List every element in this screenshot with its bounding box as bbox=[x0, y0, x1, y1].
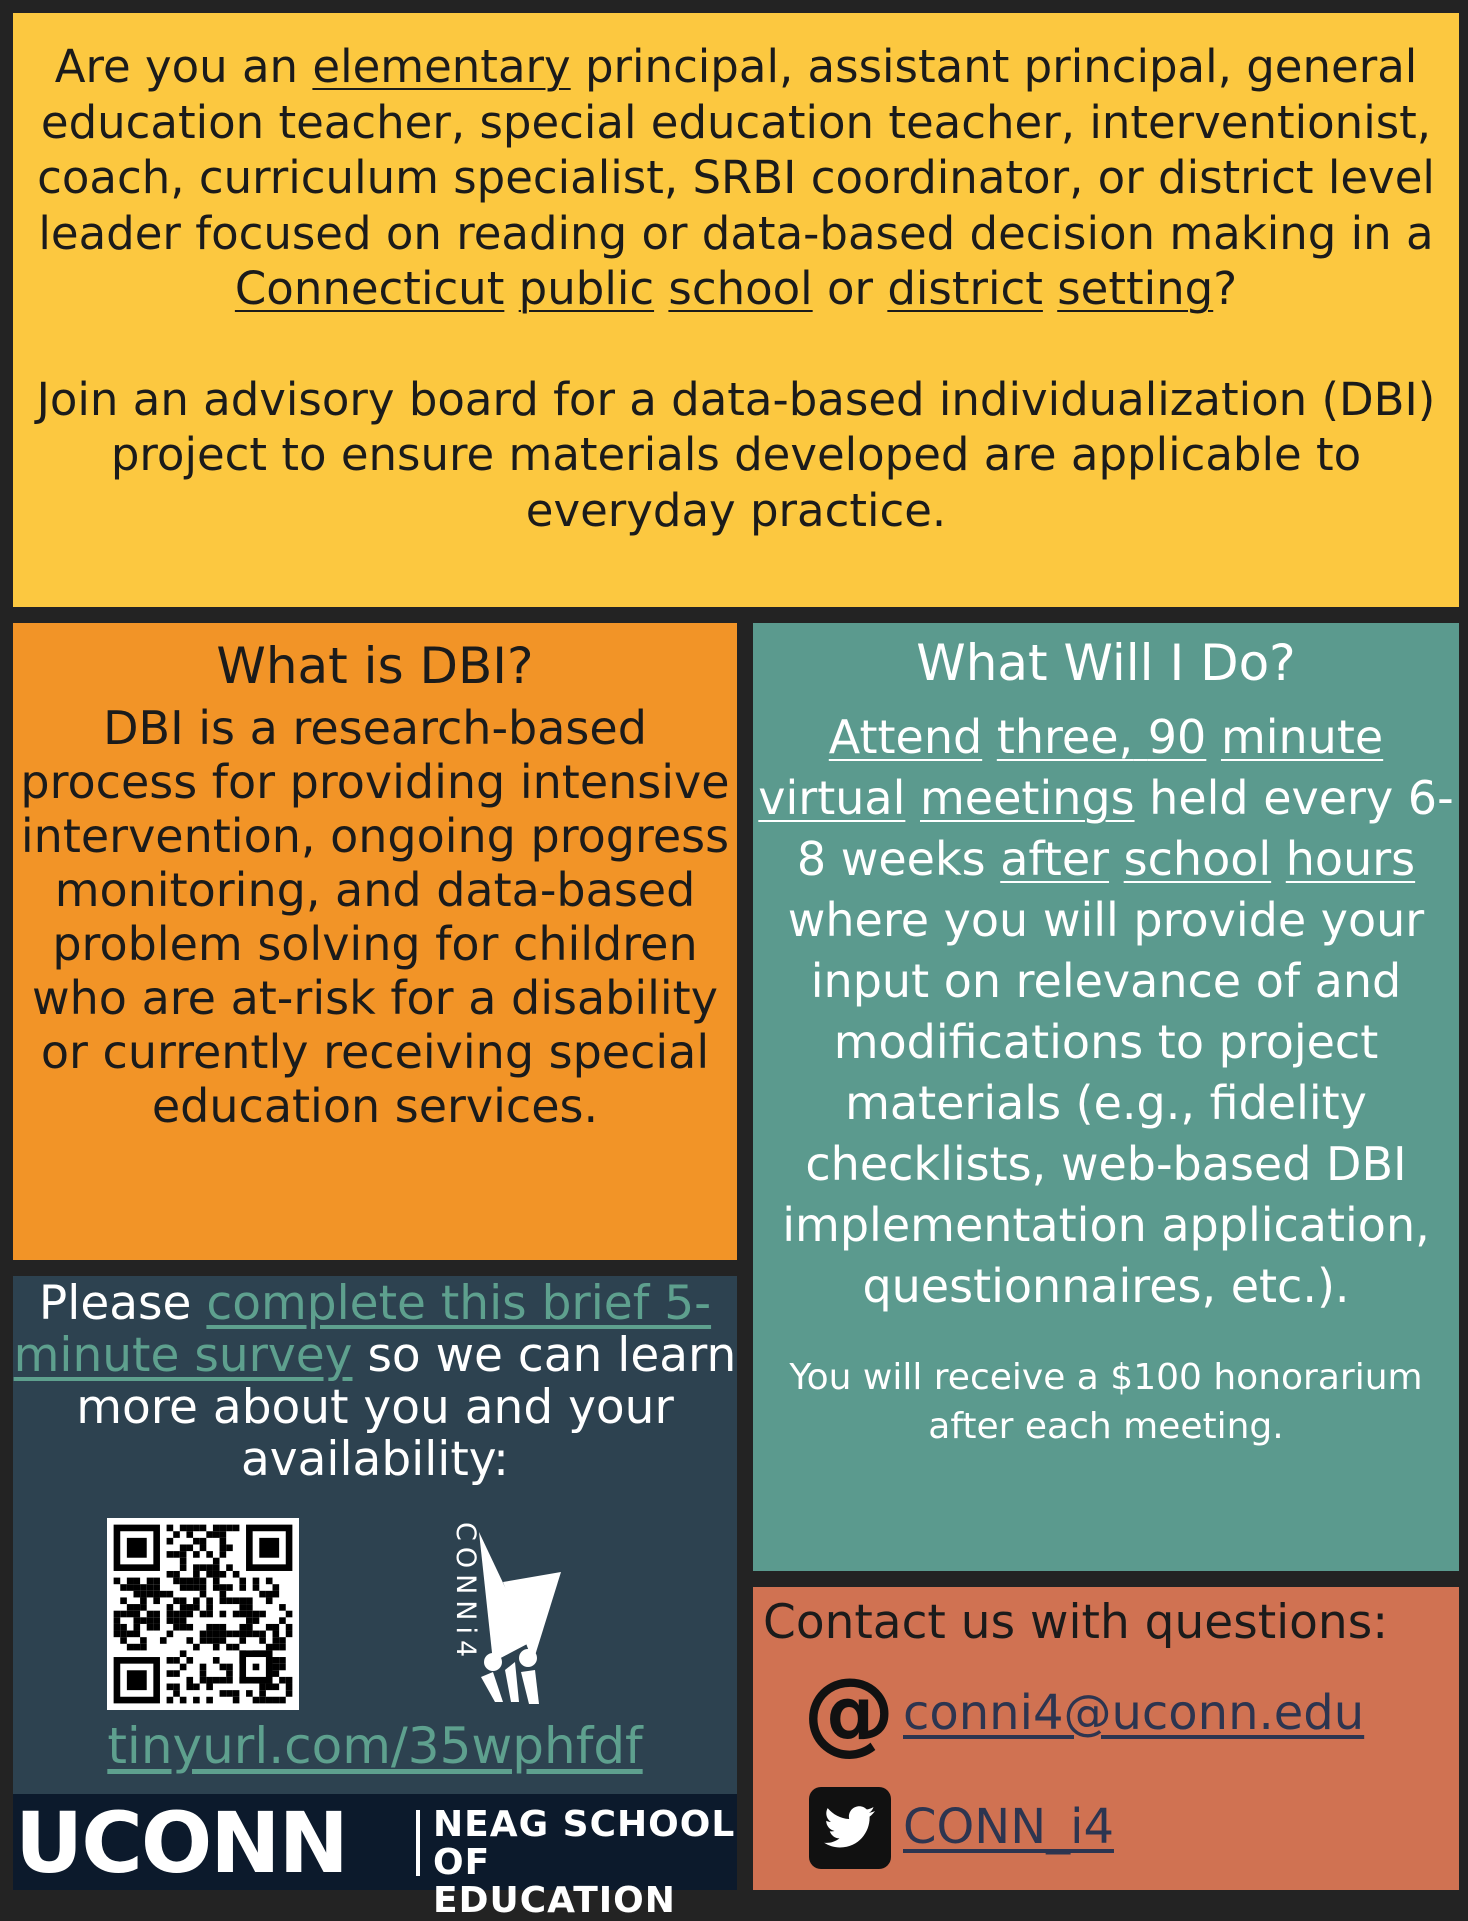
neag-school-text: NEAG SCHOOL OF EDUCATION bbox=[433, 1804, 736, 1921]
uconn-footer bbox=[13, 1794, 737, 1921]
conni4-logo bbox=[433, 1512, 583, 1712]
conni4-logo-text: CONNi4 bbox=[450, 1522, 481, 1664]
honorarium-text: You will receive a $100 honorarium after each meeting. bbox=[789, 1357, 1423, 1447]
contact-panel bbox=[753, 1587, 1459, 1890]
join-text: Join an advisory board for a data-based individualization (DBI) project to ensure materials developed are applicable to everyday practice. bbox=[36, 372, 1436, 537]
twitter-icon bbox=[809, 1787, 891, 1869]
at-sign-icon: @ bbox=[803, 1658, 895, 1765]
dbi-title: What is DBI? bbox=[216, 637, 534, 695]
do-title: What Will I Do? bbox=[916, 634, 1296, 692]
survey-panel bbox=[13, 1276, 737, 1794]
survey-text: Please complete this brief 5-minute survey so we can learn more about you and your availability: bbox=[13, 1276, 737, 1487]
what-will-i-do-panel bbox=[753, 623, 1459, 1571]
survey-link[interactable]: complete this brief 5-minute survey bbox=[13, 1276, 712, 1383]
divider bbox=[416, 1810, 420, 1876]
twitter-handle-link[interactable]: CONN_i4 bbox=[903, 1799, 1114, 1855]
intro-question: Are you an elementary principal, assistant principal, general education teacher, special education teacher, interventionist, coach, curriculum specialist, SRBI coordinator, or district level leader focused on reading or data-based decision making in a Connecticut public school or district setting? bbox=[37, 40, 1435, 315]
tinyurl-link[interactable]: tinyurl.com/35wphfdf bbox=[107, 1717, 643, 1775]
what-is-dbi-panel bbox=[13, 623, 737, 1260]
intro-panel bbox=[13, 13, 1459, 607]
qr-code[interactable] bbox=[107, 1518, 299, 1710]
elementary-text: elementary bbox=[312, 40, 571, 93]
uconn-wordmark: UCONN bbox=[15, 1794, 347, 1892]
email-link[interactable]: conni4@uconn.edu bbox=[903, 1685, 1365, 1741]
do-body: Attend three, 90 minute virtual meetings held every 6-8 weeks after school hours where you will provide your input on relevance of and modifications to project materials (e.g., fidelity checklists, web-based DBI implementation application, questionnaires, etc.). bbox=[758, 710, 1454, 1313]
contact-title: Contact us with questions: bbox=[763, 1595, 1389, 1650]
dbi-body: DBI is a research-based process for providing intensive intervention, ongoing progress monitoring, and data-based problem solving for children who are at-risk for a disability or currently receiving special education services. bbox=[20, 701, 730, 1133]
